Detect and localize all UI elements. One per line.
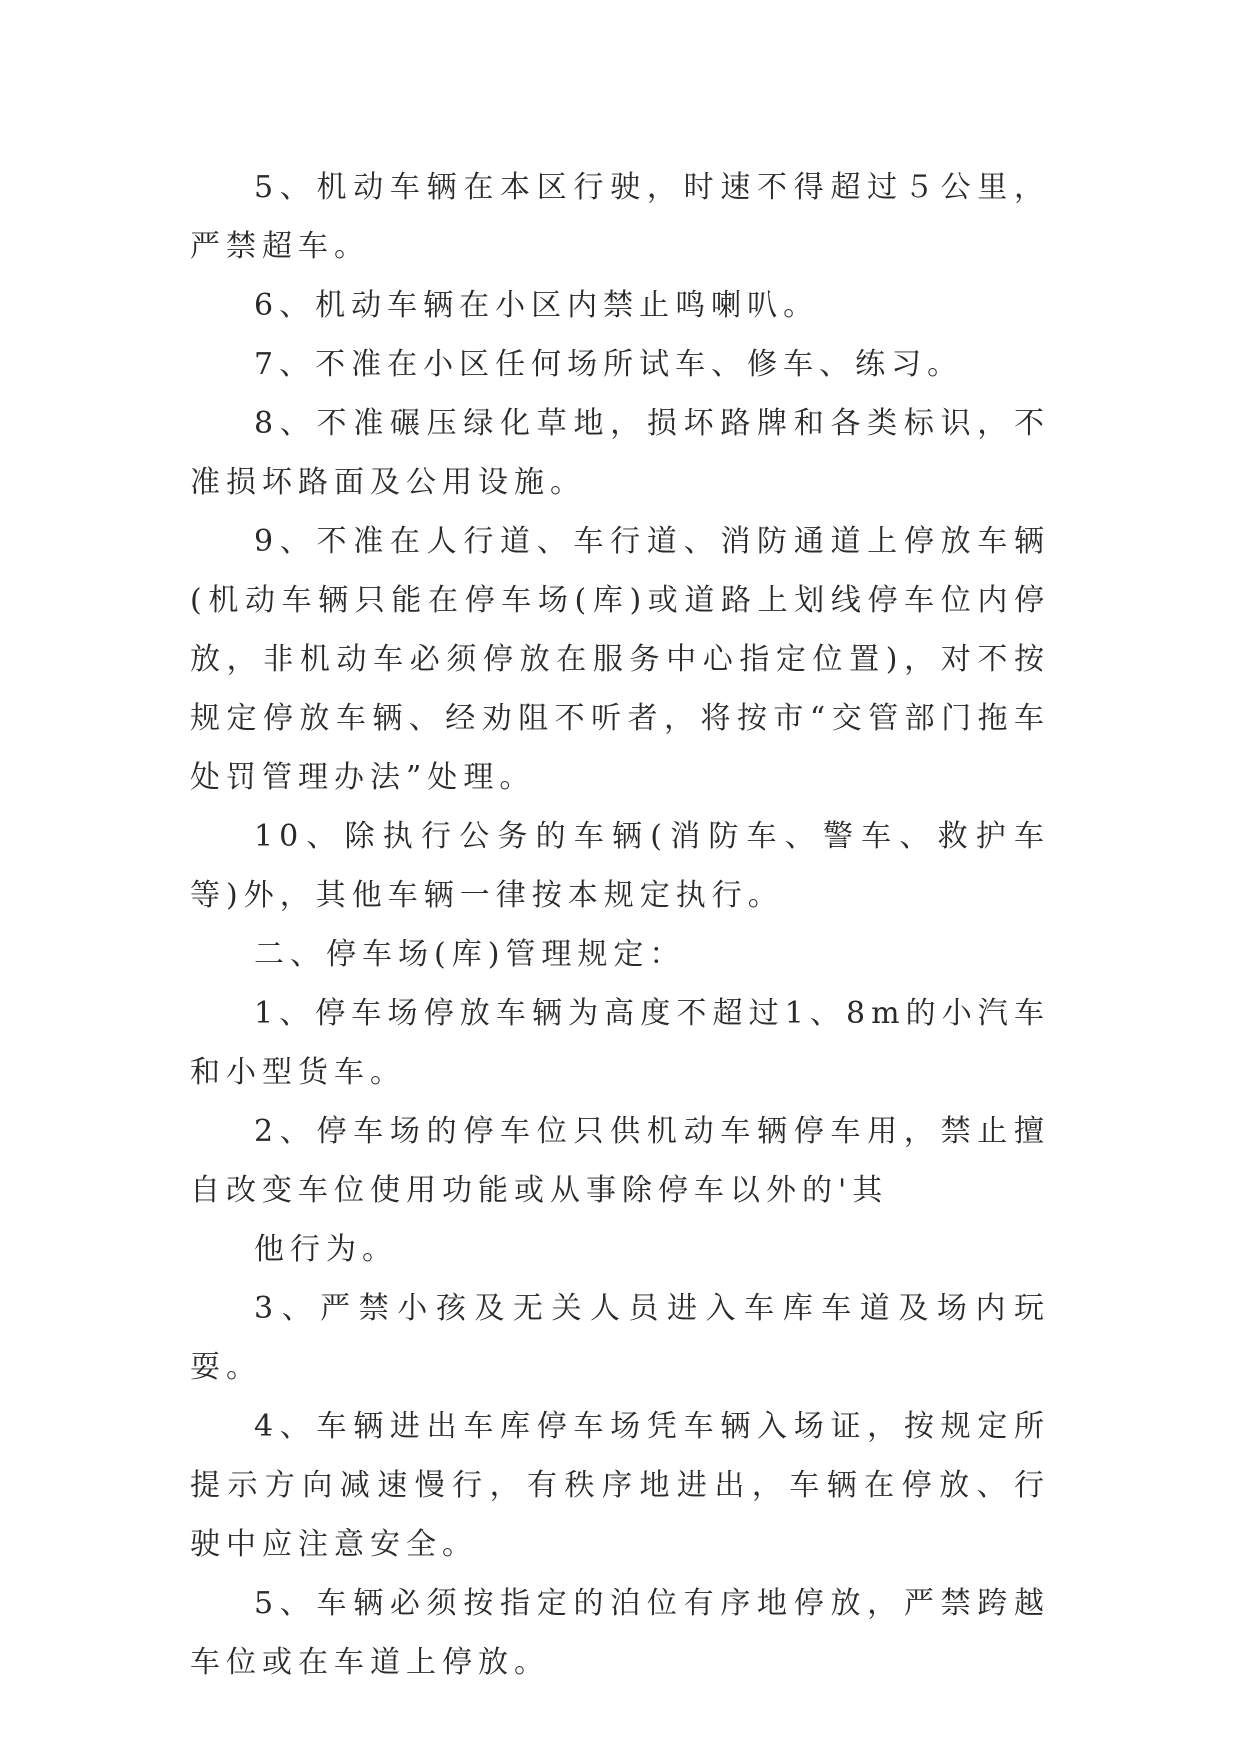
paragraph-rule-10-exemptions: 10、除执行公务的车辆(消防车、警车、救护车等)外，其他车辆一律按本规定执行。 (190, 819, 1050, 913)
paragraph-parking-rule-2: 2、停车场的停车位只供机动车辆停车用，禁止擅自改变车位使用功能或从事除停车以外的'其 (190, 1114, 1050, 1208)
paragraph-parking-rule-4: 4、车辆进出车库停车场凭车辆入场证，按规定所提示方向减速慢行，有秩序地进出，车辆在停放、行驶中应注意安全。 (190, 1409, 1050, 1562)
paragraph-rule-8-greenery: 8、不准碾压绿化草地，损坏路牌和各类标识，不准损坏路面及公用设施。 (190, 406, 1050, 500)
paragraph-parking-rule-1: 1、停车场停放车辆为高度不超过1、8m的小汽车和小型货车。 (190, 996, 1050, 1090)
section-heading-parking-rules: 二、停车场(库)管理规定： (254, 937, 686, 972)
paragraph-rule-7-test-drive: 7、不准在小区任何场所试车、修车、练习。 (254, 347, 964, 382)
paragraph-rule-6-horn: 6、机动车辆在小区内禁止鸣喇叭。 (254, 288, 820, 323)
paragraph-parking-rule-3: 3、严禁小孩及无关人员进入车库车道及场内玩耍。 (190, 1291, 1050, 1385)
paragraph-parking-rule-2-continued: 他行为。 (254, 1232, 398, 1267)
paragraph-parking-rule-5: 5、车辆必须按指定的泊位有序地停放，严禁跨越车位或在车道上停放。 (190, 1586, 1050, 1680)
paragraph-rule-9-parking: 9、不准在人行道、车行道、消防通道上停放车辆(机动车辆只能在停车场(库)或道路上划线停车位内停放，非机动车必须停放在服务中心指定位置)，对不按规定停放车辆、经劝阻不听者，将按市“交管部门拖车处罚管理办法”处理。 (190, 524, 1050, 795)
paragraph-rule-5-speed: 5、机动车辆在本区行驶，时速不得超过５公里，严禁超车。 (190, 170, 1050, 264)
document-body (190, 158, 1050, 1692)
